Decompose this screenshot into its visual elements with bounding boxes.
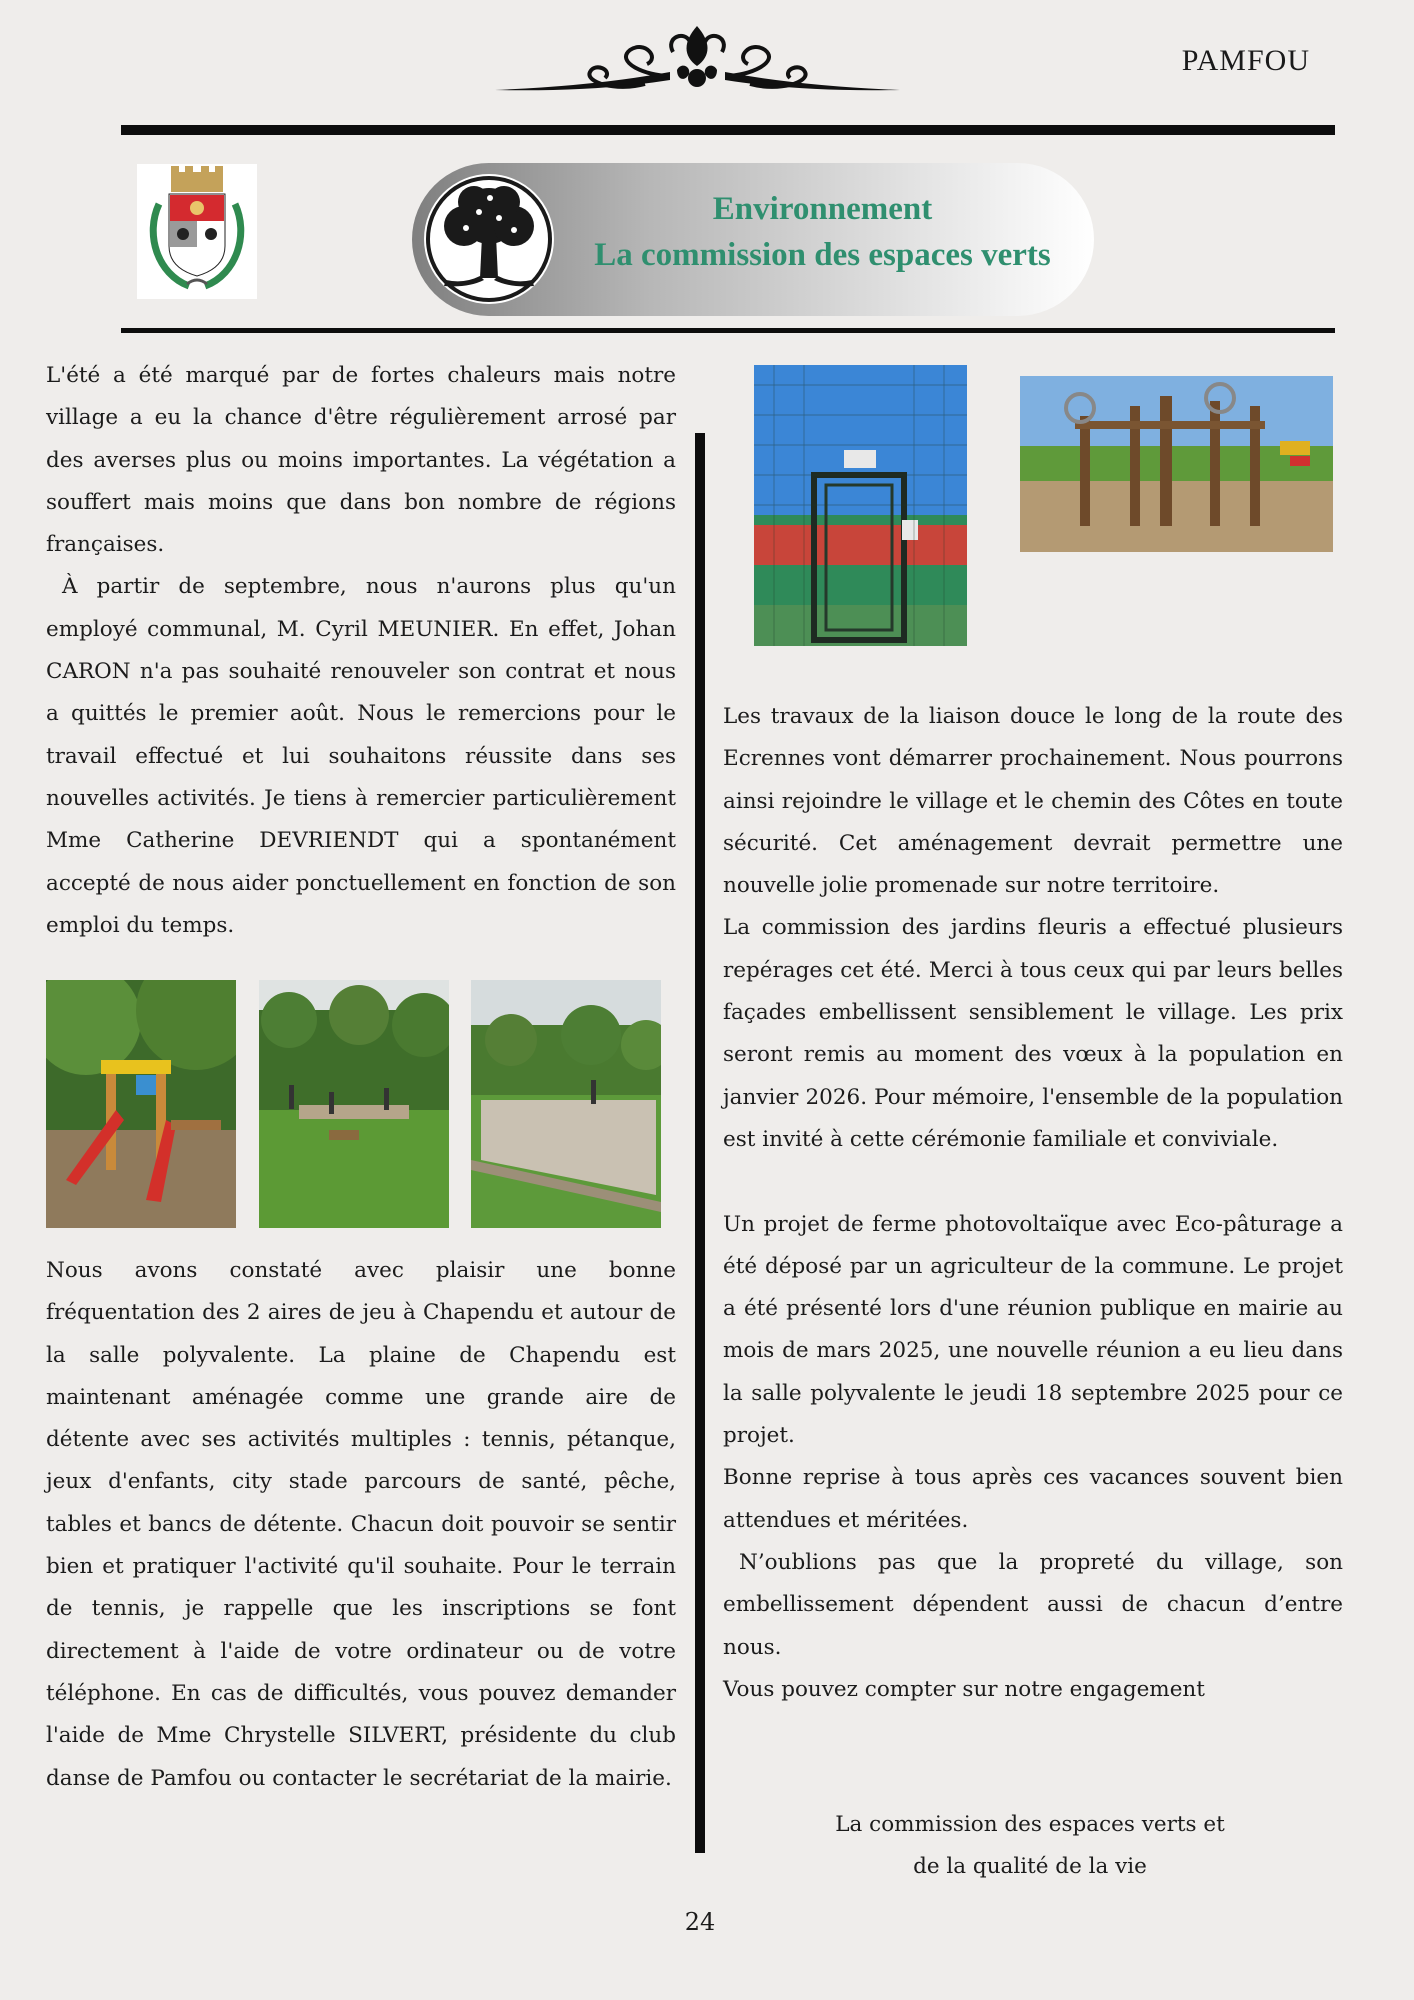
header-ornament [495, 22, 900, 102]
header-rule-top [121, 125, 1335, 135]
paragraph-commitment: Vous pouvez compter sur notre engagement [723, 1676, 1205, 1702]
paragraph-summer: L'été a été marqué par de fortes chaleurs mais notre village a eu la chance d'être régulièrement arrosé par des averses plus ou moins importantes. La végétation a souffert mais moins que dans bon nombre de régions françaises. [46, 363, 676, 558]
right-column-text [723, 696, 1343, 1711]
paragraph-solar-project: Un projet de ferme photovoltaïque avec Eco-pâturage a été déposé par un agriculteur de la commune. Le projet a été présenté lors d'une réunion publique en mairie au mois de mars 2025, une nouvelle réunion a eu lieu dans la salle polyvalente le jeudi 18 septembre 2025 pour ce projet. [723, 1211, 1343, 1449]
paragraph-path-works: Les travaux de la liaison douce le long de la route des Ecrennes vont démarrer prochainement. Nous pourrons ainsi rejoindre le village et le chemin des Côtes en toute sécurité. Cet aménagement devrait permettre une nouvelle jolie promenade sur notre territoire. [723, 704, 1343, 899]
town-name: PAMFOU [1181, 44, 1310, 77]
playground-text: Nous avons constaté avec plaisir une bonne fréquentation des 2 aires de jeu à Chapendu et autour de la salle polyvalente. La plaine de Chapendu est maintenant aménagée comme une grande aire de détente avec ses activités multiples : tennis, pétanque, jeux d'enfants, city stade parcours de santé, pêche, tables et bancs de détente. Chacun doit pouvoir se sentir bien et pratiquer l'activité qu'il souhaite. Pour le terrain de tennis, je rappelle que les inscriptions se font directement à l'aide de votre ordinateur ou de votre téléphone. En cas de difficultés, vous pouvez demander l'aide de Mme Chrystelle SILVERT, présidente du club danse de Pamfou ou contacter le secrétariat de la mairie. [46, 1258, 676, 1791]
photo-tennis-court [754, 365, 967, 646]
signature-line-2: de la qualité de la vie [913, 1854, 1147, 1880]
photo-fitness-trail [1020, 376, 1333, 552]
section-subtitle: La commission des espaces verts [594, 237, 1051, 273]
photo-petanque-court [471, 980, 661, 1228]
column-divider [695, 433, 705, 1853]
photo-playground [46, 980, 236, 1228]
paragraph-spacer [723, 1161, 1343, 1203]
paragraph-greetings: Bonne reprise à tous après ces vacances souvent bien attendues et méritées. [723, 1465, 1343, 1533]
signature [740, 1804, 1320, 1889]
page-number: 24 [684, 1908, 716, 1936]
paragraph-cleanliness: N’oublions pas que la propreté du village, son embellissement dépendent aussi de chacun d’entre nous. [723, 1549, 1343, 1660]
paragraph-staff: À partir de septembre, nous n'aurons plus qu'un employé communal, M. Cyril MEUNIER. En effet, Johan CARON n'a pas souhaité renouveler son contrat et nous a quittés le premier août. Nous le remercions pour le travail effectué et lui souhaitons réussite dans ses nouvelles activités. Je tiens à remercier particulièrement Mme Catherine DEVRIENDT qui a spontanément accepté de nous aider ponctuellement en fonction de son emploi du temps. [46, 574, 676, 938]
section-title: Environnement [712, 191, 933, 227]
intro-text [46, 355, 676, 947]
signature-line-1: La commission des espaces verts et [835, 1812, 1225, 1837]
coat-of-arms [137, 164, 257, 299]
paragraph-gardens: La commission des jardins fleuris a effectué plusieurs repérages cet été. Merci à tous ceux qui par leurs belles façades embellissent sensiblement le village. Les prix seront remis au moment des vœux à la population en janvier 2026. Pour mémoire, l'ensemble de la population est invité à cette cérémonie familiale et conviviale. [723, 915, 1343, 1152]
photo-park-path [259, 980, 449, 1228]
tree-of-life-icon [424, 174, 554, 304]
header-rule-bottom [121, 328, 1335, 333]
